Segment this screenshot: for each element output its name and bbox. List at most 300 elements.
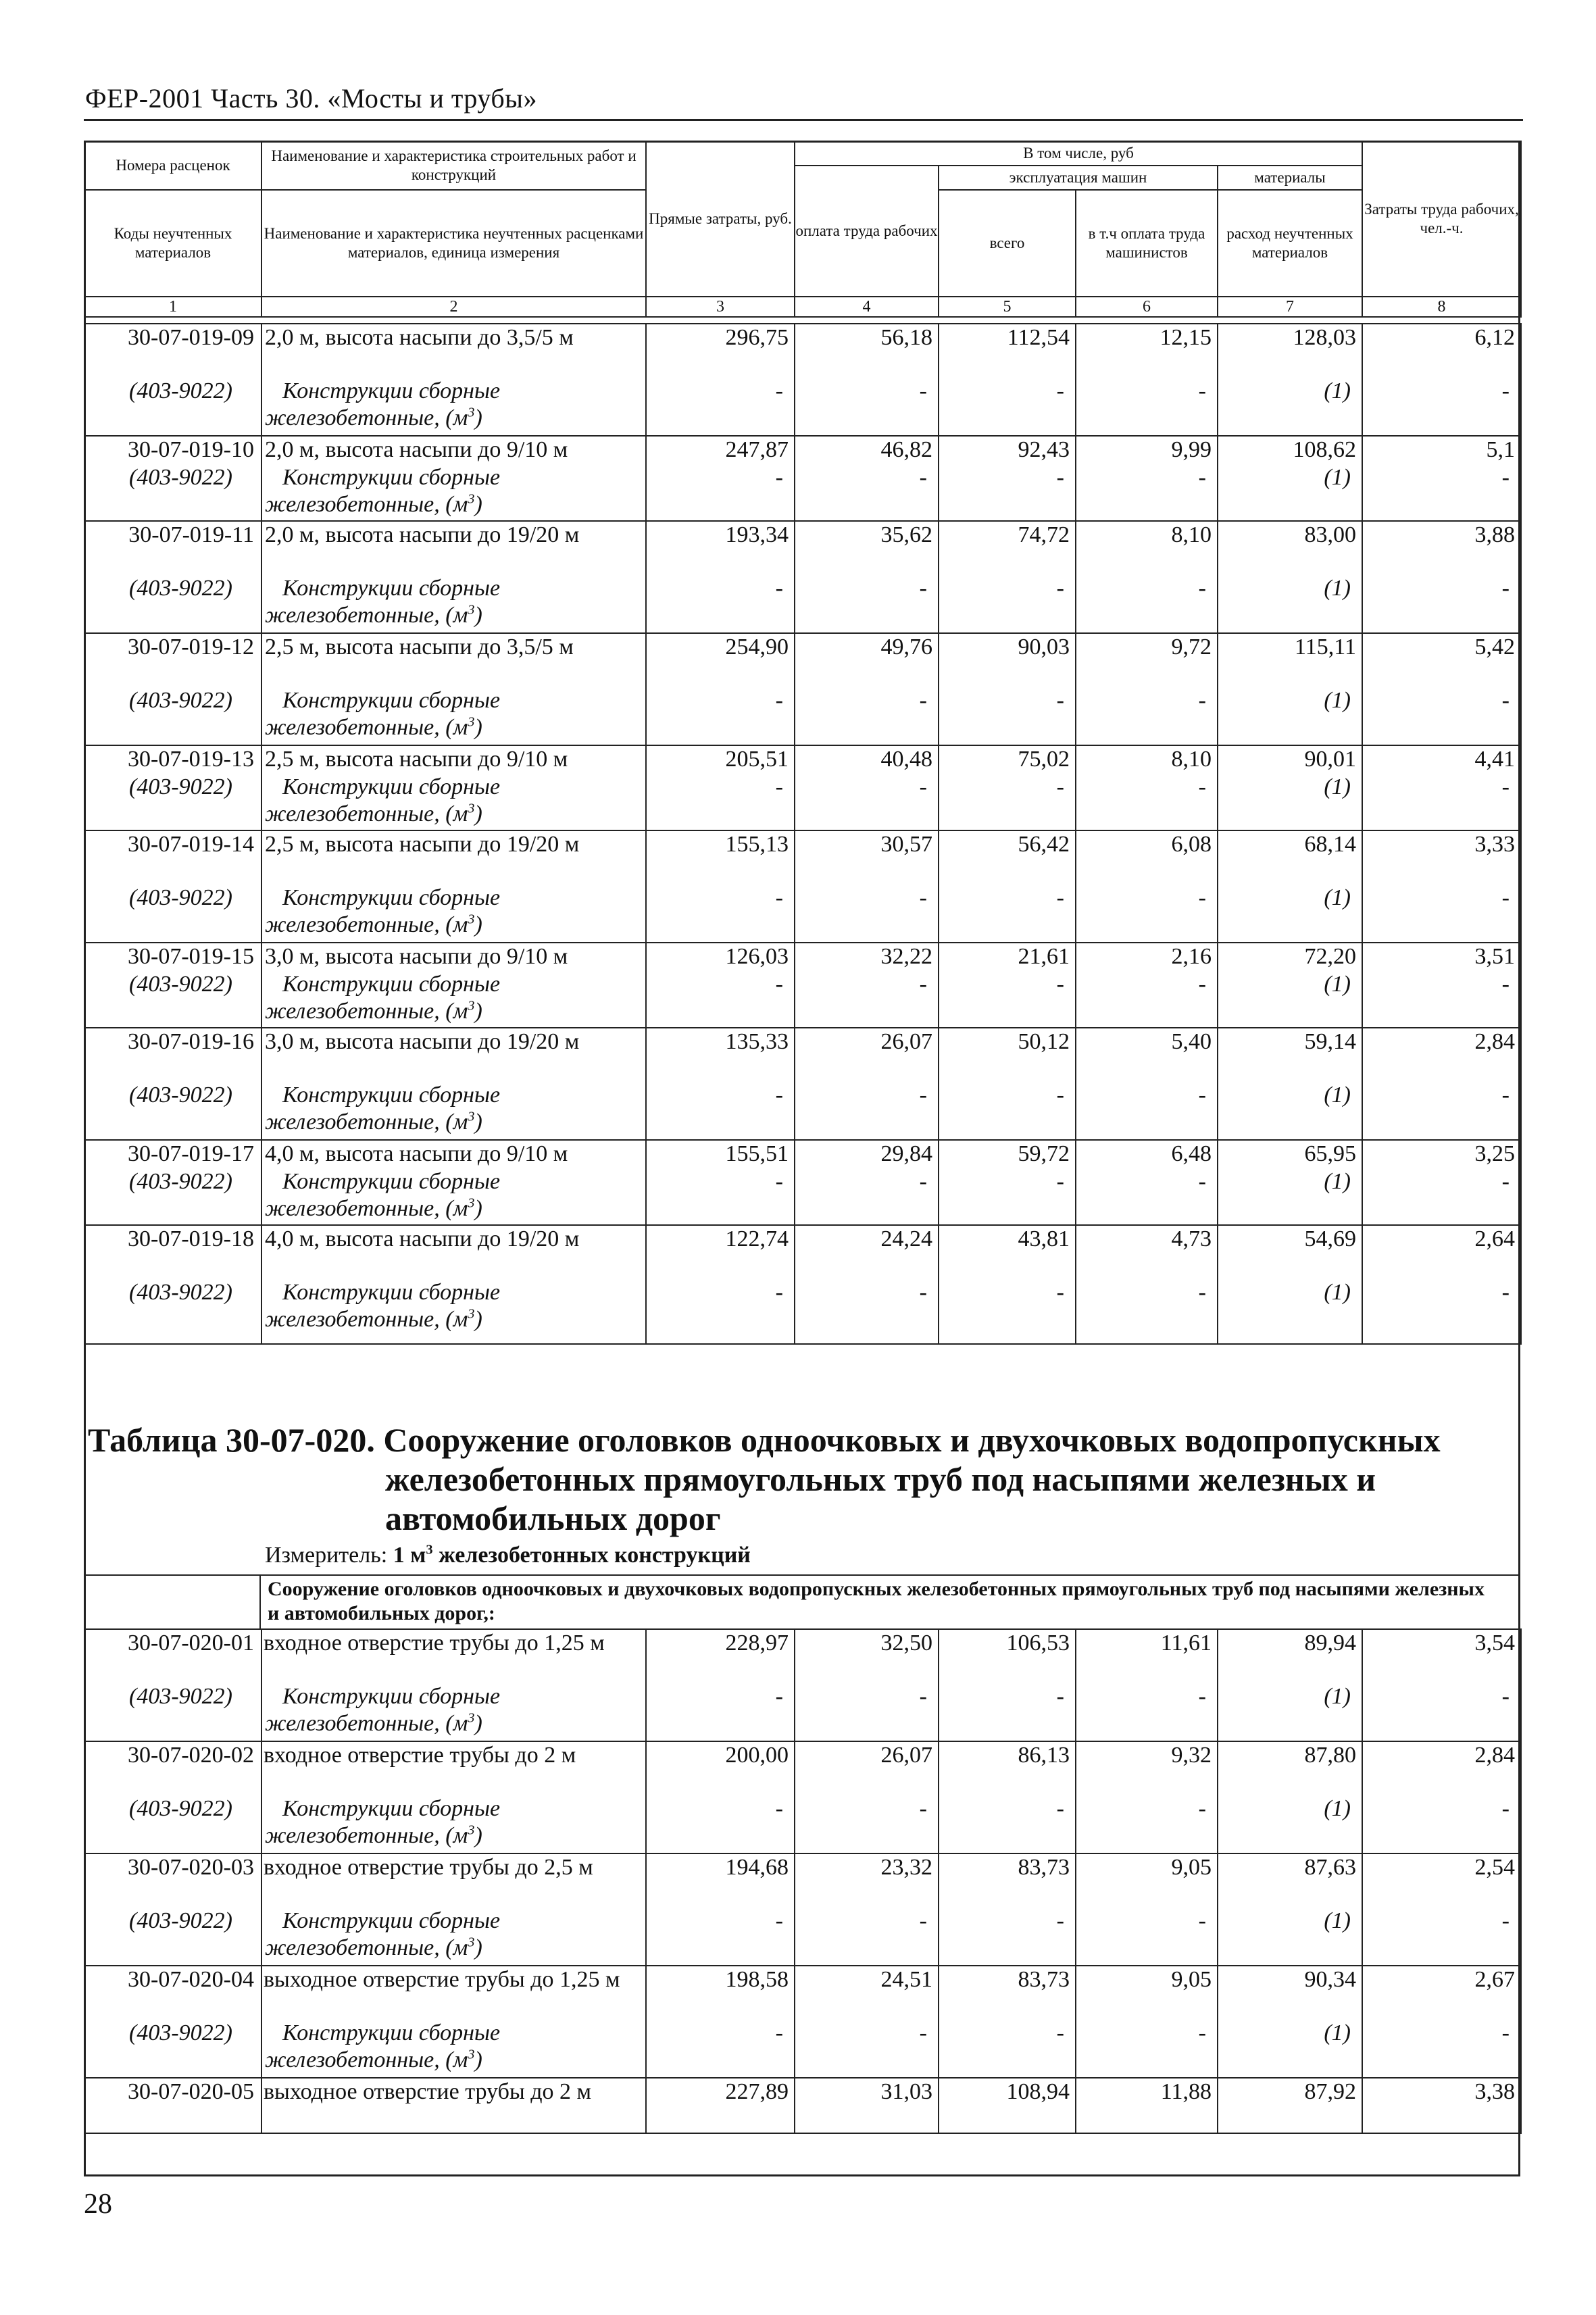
material-unit-sup: 3	[468, 2047, 475, 2062]
material-code: (403-9022)	[84, 687, 261, 745]
material-row	[84, 1082, 1521, 1140]
material-code: (403-9022)	[84, 575, 261, 633]
hdr-including: В том числе, руб	[795, 141, 1362, 166]
rate-name: входное отверстие трубы до 2,5 м	[261, 1853, 646, 1908]
material-row	[84, 1168, 1521, 1225]
material-name-close: )	[474, 603, 482, 628]
dash: -	[1076, 687, 1218, 745]
direct-cost: 228,97	[646, 1629, 795, 1683]
dash: -	[646, 1795, 795, 1853]
material-name-line1: Конструкции сборные	[282, 1908, 501, 1933]
dash: -	[939, 1795, 1076, 1853]
dash: -	[939, 971, 1076, 1028]
machines-total: 56,42	[939, 830, 1076, 885]
labor-hours: 3,38	[1362, 2078, 1521, 2133]
dash: -	[1362, 687, 1521, 745]
dash: -	[1076, 575, 1218, 633]
material-name-line2: железобетонные, (м	[265, 912, 468, 937]
rate-code: 30-07-019-12	[84, 633, 261, 687]
dash: -	[795, 1168, 939, 1225]
dash: -	[1362, 1795, 1521, 1853]
rate-name: 3,0 м, высота насыпи до 19/20 м	[261, 1028, 646, 1082]
direct-cost: 296,75	[646, 324, 795, 378]
labor-hours: 5,1	[1362, 436, 1521, 464]
hdr-machines-total: всего	[939, 190, 1076, 297]
labor-hours: 3,54	[1362, 1629, 1521, 1683]
table-020-meter	[265, 1543, 751, 1568]
meter-label: Измеритель:	[265, 1543, 388, 1568]
material-name-close: )	[474, 2047, 482, 2072]
rate-name: входное отверстие трубы до 2 м	[261, 1741, 646, 1795]
direct-cost: 227,89	[646, 2078, 795, 2133]
material-name	[261, 1082, 646, 1140]
col-num: 3	[646, 297, 795, 317]
labor-hours: 3,51	[1362, 943, 1521, 971]
dash: -	[795, 774, 939, 830]
machines-total: 90,03	[939, 633, 1076, 687]
material-qty: (1)	[1218, 464, 1362, 521]
material-code: (403-9022)	[84, 885, 261, 943]
materials-cost: 68,14	[1218, 830, 1362, 885]
table-title-line3: автомобильных дорог	[385, 1499, 721, 1537]
col-num: 2	[261, 297, 646, 317]
hdr-name-bottom: Наименование и характеристика неучтенных расценками материалов, единица измерения	[261, 190, 646, 297]
machinist-pay: 2,16	[1076, 943, 1218, 971]
rate-code: 30-07-019-10	[84, 436, 261, 464]
dash: -	[795, 1683, 939, 1741]
rate-name: 2,0 м, высота насыпи до 19/20 м	[261, 521, 646, 575]
material-unit-sup: 3	[468, 1306, 475, 1322]
direct-cost: 194,68	[646, 1853, 795, 1908]
labor-pay: 35,62	[795, 521, 939, 575]
machinist-pay: 9,05	[1076, 1966, 1218, 2020]
rate-row	[84, 1225, 1521, 1279]
dash: -	[646, 575, 795, 633]
rate-name: 3,0 м, высота насыпи до 9/10 м	[261, 943, 646, 971]
rate-code: 30-07-019-16	[84, 1028, 261, 1082]
material-qty: (1)	[1218, 1279, 1362, 1344]
labor-pay: 32,50	[795, 1629, 939, 1683]
materials-cost: 108,62	[1218, 436, 1362, 464]
dash: -	[1362, 774, 1521, 830]
material-name-line2: железобетонные, (м	[265, 1823, 468, 1848]
hdr-name-top: Наименование и характеристика строительных работ и конструкций	[261, 141, 646, 190]
material-name	[261, 1908, 646, 1966]
material-row	[84, 1279, 1521, 1344]
material-row	[84, 2020, 1521, 2078]
labor-pay: 56,18	[795, 324, 939, 378]
machines-total: 83,73	[939, 1966, 1076, 2020]
machines-total: 50,12	[939, 1028, 1076, 1082]
rate-row	[84, 633, 1521, 687]
table-020-section	[84, 1574, 1520, 1628]
hdr-codes-top: Номера расценок	[84, 141, 261, 190]
direct-cost: 198,58	[646, 1966, 795, 2020]
labor-hours: 2,84	[1362, 1028, 1521, 1082]
material-name	[261, 378, 646, 436]
dash: -	[795, 1795, 939, 1853]
rate-row	[84, 521, 1521, 575]
material-name-line2: железобетонные, (м	[265, 603, 468, 628]
dash: -	[795, 1908, 939, 1966]
rate-code: 30-07-020-03	[84, 1853, 261, 1908]
direct-cost: 155,51	[646, 1140, 795, 1168]
material-row	[84, 1795, 1521, 1853]
labor-pay: 23,32	[795, 1853, 939, 1908]
material-name-close: )	[474, 1307, 482, 1332]
dash: -	[795, 378, 939, 436]
material-unit-sup: 3	[468, 1710, 475, 1726]
machines-total: 83,73	[939, 1853, 1076, 1908]
material-unit-sup: 3	[468, 1109, 475, 1124]
column-header	[84, 141, 1522, 318]
material-code: (403-9022)	[84, 1683, 261, 1741]
materials-cost: 72,20	[1218, 943, 1362, 971]
material-name-line2: железобетонные, (м	[265, 1196, 468, 1221]
col-num: 8	[1362, 297, 1521, 317]
material-row	[84, 1908, 1521, 1966]
rate-code: 30-07-020-04	[84, 1966, 261, 2020]
dash: -	[795, 575, 939, 633]
machinist-pay: 4,73	[1076, 1225, 1218, 1279]
material-name-close: )	[474, 492, 482, 517]
rate-code: 30-07-020-01	[84, 1629, 261, 1683]
material-name-line1: Конструкции сборные	[282, 1684, 501, 1709]
labor-hours: 6,12	[1362, 324, 1521, 378]
machines-total: 43,81	[939, 1225, 1076, 1279]
hdr-machines: эксплуатация машин	[939, 166, 1218, 190]
material-unit-sup: 3	[468, 491, 475, 507]
material-name	[261, 1683, 646, 1741]
material-code: (403-9022)	[84, 774, 261, 830]
table-title-line2: железобетонных прямоугольных труб под насыпями железных и	[385, 1460, 1376, 1498]
material-qty: (1)	[1218, 971, 1362, 1028]
dash: -	[646, 2020, 795, 2078]
machines-total: 106,53	[939, 1629, 1076, 1683]
dash: -	[939, 575, 1076, 633]
material-name-line1: Конструкции сборные	[282, 885, 501, 910]
material-name-line1: Конструкции сборные	[282, 688, 501, 713]
materials-cost: 83,00	[1218, 521, 1362, 575]
machinist-pay: 6,48	[1076, 1140, 1218, 1168]
section-text: Сооружение оголовков одноочковых и двухочковых водопропускных железобетонных прямоугольных труб под насыпями железных и автомобильных дорог,:	[268, 1578, 1485, 1624]
dash: -	[939, 1279, 1076, 1344]
material-qty: (1)	[1218, 1082, 1362, 1140]
rate-code: 30-07-020-02	[84, 1741, 261, 1795]
direct-cost: 247,87	[646, 436, 795, 464]
dash: -	[1076, 1168, 1218, 1225]
material-name-close: )	[474, 912, 482, 937]
dash: -	[1076, 1279, 1218, 1344]
material-unit-sup: 3	[468, 714, 475, 730]
dash: -	[939, 2020, 1076, 2078]
material-name-close: )	[474, 1110, 482, 1135]
labor-pay: 30,57	[795, 830, 939, 885]
machinist-pay: 9,32	[1076, 1741, 1218, 1795]
rate-code: 30-07-019-11	[84, 521, 261, 575]
material-name-line1: Конструкции сборные	[282, 1280, 501, 1305]
material-row	[84, 885, 1521, 943]
material-qty: (1)	[1218, 1908, 1362, 1966]
rate-name: 4,0 м, высота насыпи до 9/10 м	[261, 1140, 646, 1168]
material-name-close: )	[474, 999, 482, 1024]
dash: -	[1362, 2020, 1521, 2078]
materials-cost: 65,95	[1218, 1140, 1362, 1168]
rate-row	[84, 324, 1521, 378]
dash: -	[1076, 1908, 1218, 1966]
hdr-labor-pay: оплата труда рабочих	[795, 166, 939, 297]
material-name-line2: железобетонные, (м	[265, 999, 468, 1024]
direct-cost: 122,74	[646, 1225, 795, 1279]
labor-hours: 3,33	[1362, 830, 1521, 885]
material-qty: (1)	[1218, 687, 1362, 745]
material-name-close: )	[474, 1711, 482, 1736]
dash: -	[646, 464, 795, 521]
machines-total: 21,61	[939, 943, 1076, 971]
labor-pay: 31,03	[795, 2078, 939, 2133]
material-name-line1: Конструкции сборные	[282, 1082, 501, 1107]
direct-cost: 193,34	[646, 521, 795, 575]
dash: -	[939, 774, 1076, 830]
material-name-close: )	[474, 1935, 482, 1960]
rate-name: входное отверстие трубы до 1,25 м	[261, 1629, 646, 1683]
running-head: ФЕР-2001 Часть 30. «Мосты и трубы»	[85, 83, 538, 114]
rate-name: выходное отверстие трубы до 1,25 м	[261, 1966, 646, 2020]
material-name	[261, 1279, 646, 1344]
rate-code: 30-07-019-18	[84, 1225, 261, 1279]
labor-hours: 5,42	[1362, 633, 1521, 687]
rate-row	[84, 830, 1521, 885]
dash: -	[1362, 1082, 1521, 1140]
rate-name: 4,0 м, высота насыпи до 19/20 м	[261, 1225, 646, 1279]
machinist-pay: 12,15	[1076, 324, 1218, 378]
dash: -	[795, 885, 939, 943]
dash: -	[795, 464, 939, 521]
hdr-direct: Прямые затраты, руб.	[646, 141, 795, 297]
material-name-line2: железобетонные, (м	[265, 1110, 468, 1135]
hdr-materials: материалы	[1218, 166, 1362, 190]
rate-row	[84, 1028, 1521, 1082]
direct-cost: 205,51	[646, 745, 795, 774]
rate-code: 30-07-019-15	[84, 943, 261, 971]
labor-pay: 49,76	[795, 633, 939, 687]
materials-cost: 54,69	[1218, 1225, 1362, 1279]
dash: -	[646, 378, 795, 436]
labor-pay: 46,82	[795, 436, 939, 464]
material-name	[261, 1795, 646, 1853]
materials-cost: 90,34	[1218, 1966, 1362, 2020]
direct-cost: 135,33	[646, 1028, 795, 1082]
material-name	[261, 2020, 646, 2078]
material-name-line1: Конструкции сборные	[282, 576, 501, 601]
material-name-line1: Конструкции сборные	[282, 1169, 501, 1194]
rate-row	[84, 436, 1521, 464]
labor-pay: 32,22	[795, 943, 939, 971]
material-name	[261, 575, 646, 633]
materials-cost: 115,11	[1218, 633, 1362, 687]
material-qty: (1)	[1218, 378, 1362, 436]
dash: -	[646, 1168, 795, 1225]
material-name-line1: Конструкции сборные	[282, 378, 501, 403]
dash: -	[646, 687, 795, 745]
machines-total: 74,72	[939, 521, 1076, 575]
material-name	[261, 774, 646, 830]
rate-name: выходное отверстие трубы до 2 м	[261, 2078, 646, 2133]
header-rule	[84, 119, 1523, 121]
dash: -	[795, 1082, 939, 1140]
material-qty: (1)	[1218, 2020, 1362, 2078]
dash: -	[646, 1279, 795, 1344]
labor-pay: 24,24	[795, 1225, 939, 1279]
machinist-pay: 9,05	[1076, 1853, 1218, 1908]
dash: -	[1362, 1683, 1521, 1741]
material-row	[84, 575, 1521, 633]
material-row	[84, 1683, 1521, 1741]
dash: -	[1076, 885, 1218, 943]
dash: -	[1362, 464, 1521, 521]
dash: -	[646, 1908, 795, 1966]
machines-total: 112,54	[939, 324, 1076, 378]
machines-total: 75,02	[939, 745, 1076, 774]
labor-hours: 2,54	[1362, 1853, 1521, 1908]
rate-code: 30-07-020-05	[84, 2078, 261, 2133]
dash: -	[1362, 971, 1521, 1028]
rate-code: 30-07-019-17	[84, 1140, 261, 1168]
material-name-line1: Конструкции сборные	[282, 465, 501, 490]
direct-cost: 254,90	[646, 633, 795, 687]
material-row	[84, 464, 1521, 521]
material-name	[261, 464, 646, 521]
material-unit-sup: 3	[468, 602, 475, 618]
material-unit-sup: 3	[468, 1935, 475, 1950]
rate-name: 2,0 м, высота насыпи до 9/10 м	[261, 436, 646, 464]
material-unit-sup: 3	[468, 405, 475, 420]
dash: -	[939, 378, 1076, 436]
material-name-line2: железобетонные, (м	[265, 1711, 468, 1736]
material-name-close: )	[474, 405, 482, 430]
material-name-close: )	[474, 1823, 482, 1848]
machinist-pay: 11,88	[1076, 2078, 1218, 2133]
section-left-cell	[84, 1574, 261, 1628]
rate-name: 2,5 м, высота насыпи до 19/20 м	[261, 830, 646, 885]
material-unit-sup: 3	[468, 801, 475, 816]
labor-pay: 26,07	[795, 1741, 939, 1795]
dash: -	[646, 1683, 795, 1741]
machines-total: 92,43	[939, 436, 1076, 464]
materials-cost: 89,94	[1218, 1629, 1362, 1683]
col-num: 7	[1218, 297, 1362, 317]
rate-code: 30-07-019-09	[84, 324, 261, 378]
dash: -	[646, 774, 795, 830]
meter-value: 1 м	[393, 1543, 426, 1568]
material-name-close: )	[474, 1196, 482, 1221]
hdr-materials-sub: расход неучтенных материалов	[1218, 190, 1362, 297]
direct-cost: 126,03	[646, 943, 795, 971]
rate-code: 30-07-019-14	[84, 830, 261, 885]
rate-row	[84, 1966, 1521, 2020]
hdr-machinist-pay: в т.ч оплата труда машинистов	[1076, 190, 1218, 297]
material-name-line2: железобетонные, (м	[265, 2047, 468, 2072]
table-020-body	[84, 1628, 1522, 2134]
material-name-line1: Конструкции сборные	[282, 2020, 501, 2045]
material-name-line1: Конструкции сборные	[282, 774, 501, 799]
dash: -	[1362, 1168, 1521, 1225]
dash: -	[646, 1082, 795, 1140]
dash: -	[1076, 1795, 1218, 1853]
column-numbers	[84, 297, 1521, 317]
dash: -	[939, 687, 1076, 745]
material-name	[261, 971, 646, 1028]
material-row	[84, 687, 1521, 745]
material-name-line2: железобетонные, (м	[265, 492, 468, 517]
material-unit-sup: 3	[468, 1822, 475, 1838]
labor-hours: 2,67	[1362, 1966, 1521, 2020]
machinist-pay: 11,61	[1076, 1629, 1218, 1683]
hdr-codes-bottom: Коды неучтенных материалов	[84, 190, 261, 297]
material-name-line1: Конструкции сборные	[282, 1796, 501, 1821]
col-num: 6	[1076, 297, 1218, 317]
col-num: 4	[795, 297, 939, 317]
material-code: (403-9022)	[84, 1908, 261, 1966]
materials-cost: 87,92	[1218, 2078, 1362, 2133]
machinist-pay: 9,72	[1076, 633, 1218, 687]
material-qty: (1)	[1218, 885, 1362, 943]
dash: -	[1362, 1908, 1521, 1966]
material-code: (403-9022)	[84, 1168, 261, 1225]
material-name-line2: железобетонные, (м	[265, 405, 468, 430]
hdr-labor-cost: Затраты труда рабочих, чел.-ч.	[1362, 141, 1521, 297]
material-row	[84, 378, 1521, 436]
labor-pay: 40,48	[795, 745, 939, 774]
materials-cost: 87,63	[1218, 1853, 1362, 1908]
table-title-line1: Таблица 30-07-020. Сооружение оголовков одноочковых и двухочковых водопропускных	[88, 1421, 1441, 1459]
dash: -	[1362, 885, 1521, 943]
machinist-pay: 6,08	[1076, 830, 1218, 885]
dash: -	[939, 1683, 1076, 1741]
labor-pay: 24,51	[795, 1966, 939, 2020]
dash: -	[1076, 378, 1218, 436]
rate-row	[84, 1140, 1521, 1168]
material-code: (403-9022)	[84, 1082, 261, 1140]
material-name-line1: Конструкции сборные	[282, 972, 501, 997]
machines-total: 108,94	[939, 2078, 1076, 2133]
machinist-pay: 8,10	[1076, 521, 1218, 575]
material-name-close: )	[474, 715, 482, 740]
material-name	[261, 687, 646, 745]
dash: -	[939, 1908, 1076, 1966]
material-qty: (1)	[1218, 1795, 1362, 1853]
material-name-close: )	[474, 801, 482, 826]
meter-sup: 3	[426, 1542, 433, 1558]
labor-hours: 3,25	[1362, 1140, 1521, 1168]
rate-row	[84, 1629, 1521, 1683]
col-num: 1	[84, 297, 261, 317]
dash: -	[1076, 1683, 1218, 1741]
dash: -	[795, 1279, 939, 1344]
machinist-pay: 9,99	[1076, 436, 1218, 464]
materials-cost: 87,80	[1218, 1741, 1362, 1795]
dash: -	[1076, 971, 1218, 1028]
material-row	[84, 971, 1521, 1028]
labor-hours: 3,88	[1362, 521, 1521, 575]
material-name	[261, 1168, 646, 1225]
labor-hours: 2,84	[1362, 1741, 1521, 1795]
rate-name: 2,0 м, высота насыпи до 3,5/5 м	[261, 324, 646, 378]
dash: -	[1076, 2020, 1218, 2078]
dash: -	[795, 687, 939, 745]
materials-cost: 59,14	[1218, 1028, 1362, 1082]
material-qty: (1)	[1218, 1683, 1362, 1741]
